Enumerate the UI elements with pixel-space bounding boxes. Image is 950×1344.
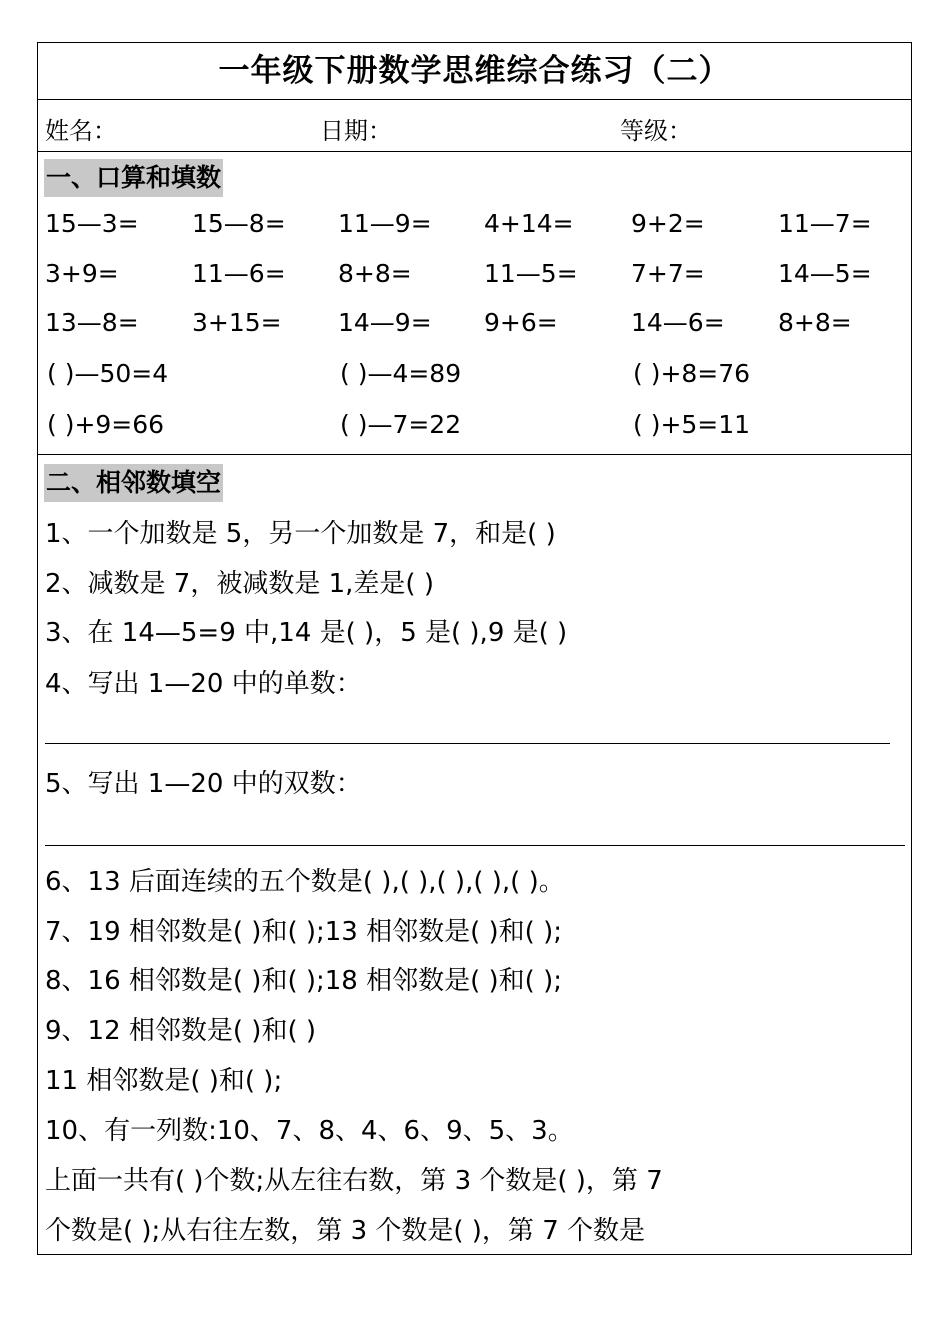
student-info-row — [38, 99, 911, 152]
blank-item: ( )—4=89 — [340, 359, 462, 388]
worksheet — [37, 42, 912, 1255]
calc-item: 11—6= — [192, 259, 286, 288]
calc-item: 9+6= — [484, 308, 558, 337]
question-5: 5、写出 1—20 中的双数： — [45, 769, 362, 799]
page-title: 一年级下册数学思维综合练习（二） — [38, 43, 911, 100]
question-4: 4、写出 1—20 中的单数： — [45, 669, 362, 699]
calc-item: 14—5= — [778, 259, 872, 288]
grade-label: 等级： — [620, 117, 692, 145]
calc-item: 11—9= — [338, 209, 432, 238]
blank-item: ( )—50=4 — [47, 359, 169, 388]
calc-item: 14—6= — [631, 308, 725, 337]
blank-row — [38, 406, 911, 446]
calc-item: 3+9= — [45, 259, 119, 288]
question-9: 9、12 相邻数是( )和( ) — [45, 1016, 316, 1046]
calc-row — [38, 304, 911, 344]
question-7: 7、19 相邻数是( )和( );13 相邻数是( )和( ); — [45, 917, 562, 947]
calc-item: 13—8= — [45, 308, 139, 337]
blank-item: ( )+5=11 — [633, 410, 751, 439]
blank-item: ( )—7=22 — [340, 410, 462, 439]
answer-line — [45, 845, 905, 846]
question-8: 8、16 相邻数是( )和( );18 相邻数是( )和( ); — [45, 966, 562, 996]
calc-item: 8+8= — [338, 259, 412, 288]
question-9b: 11 相邻数是( )和( ); — [45, 1066, 283, 1096]
section2-heading: 二、相邻数填空 — [44, 464, 223, 502]
calc-item: 11—7= — [778, 209, 872, 238]
question-10-line1: 上面一共有( )个数;从左往右数，第 3 个数是( )，第 7 — [45, 1166, 663, 1196]
calc-item: 9+2= — [631, 209, 705, 238]
question-2: 2、减数是 7，被减数是 1,差是( ) — [45, 569, 434, 599]
section-divider — [38, 454, 911, 455]
calc-row — [38, 205, 911, 245]
question-1: 1、一个加数是 5，另一个加数是 7，和是( ) — [45, 519, 556, 549]
calc-row — [38, 255, 911, 295]
calc-item: 15—8= — [192, 209, 286, 238]
question-3: 3、在 14—5=9 中,14 是( )，5 是( ),9 是( ) — [45, 618, 568, 648]
question-10-line2: 个数是( );从右往左数，第 3 个数是( )，第 7 个数是 — [45, 1216, 646, 1246]
blank-item: ( )+9=66 — [47, 410, 165, 439]
date-label: 日期： — [320, 117, 392, 145]
blank-item: ( )+8=76 — [633, 359, 751, 388]
question-10: 10、有一列数:10、7、8、4、6、9、5、3。 — [45, 1116, 574, 1146]
calc-item: 8+8= — [778, 308, 852, 337]
calc-item: 7+7= — [631, 259, 705, 288]
calc-item: 3+15= — [192, 308, 282, 337]
answer-line — [45, 743, 890, 744]
calc-item: 11—5= — [484, 259, 578, 288]
question-6: 6、13 后面连续的五个数是( ),( ),( ),( ),( )。 — [45, 867, 565, 897]
calc-item: 14—9= — [338, 308, 432, 337]
name-label: 姓名： — [45, 117, 117, 145]
calc-item: 4+14= — [484, 209, 574, 238]
blank-row — [38, 355, 911, 395]
section1-heading: 一、口算和填数 — [44, 159, 223, 197]
calc-item: 15—3= — [45, 209, 139, 238]
